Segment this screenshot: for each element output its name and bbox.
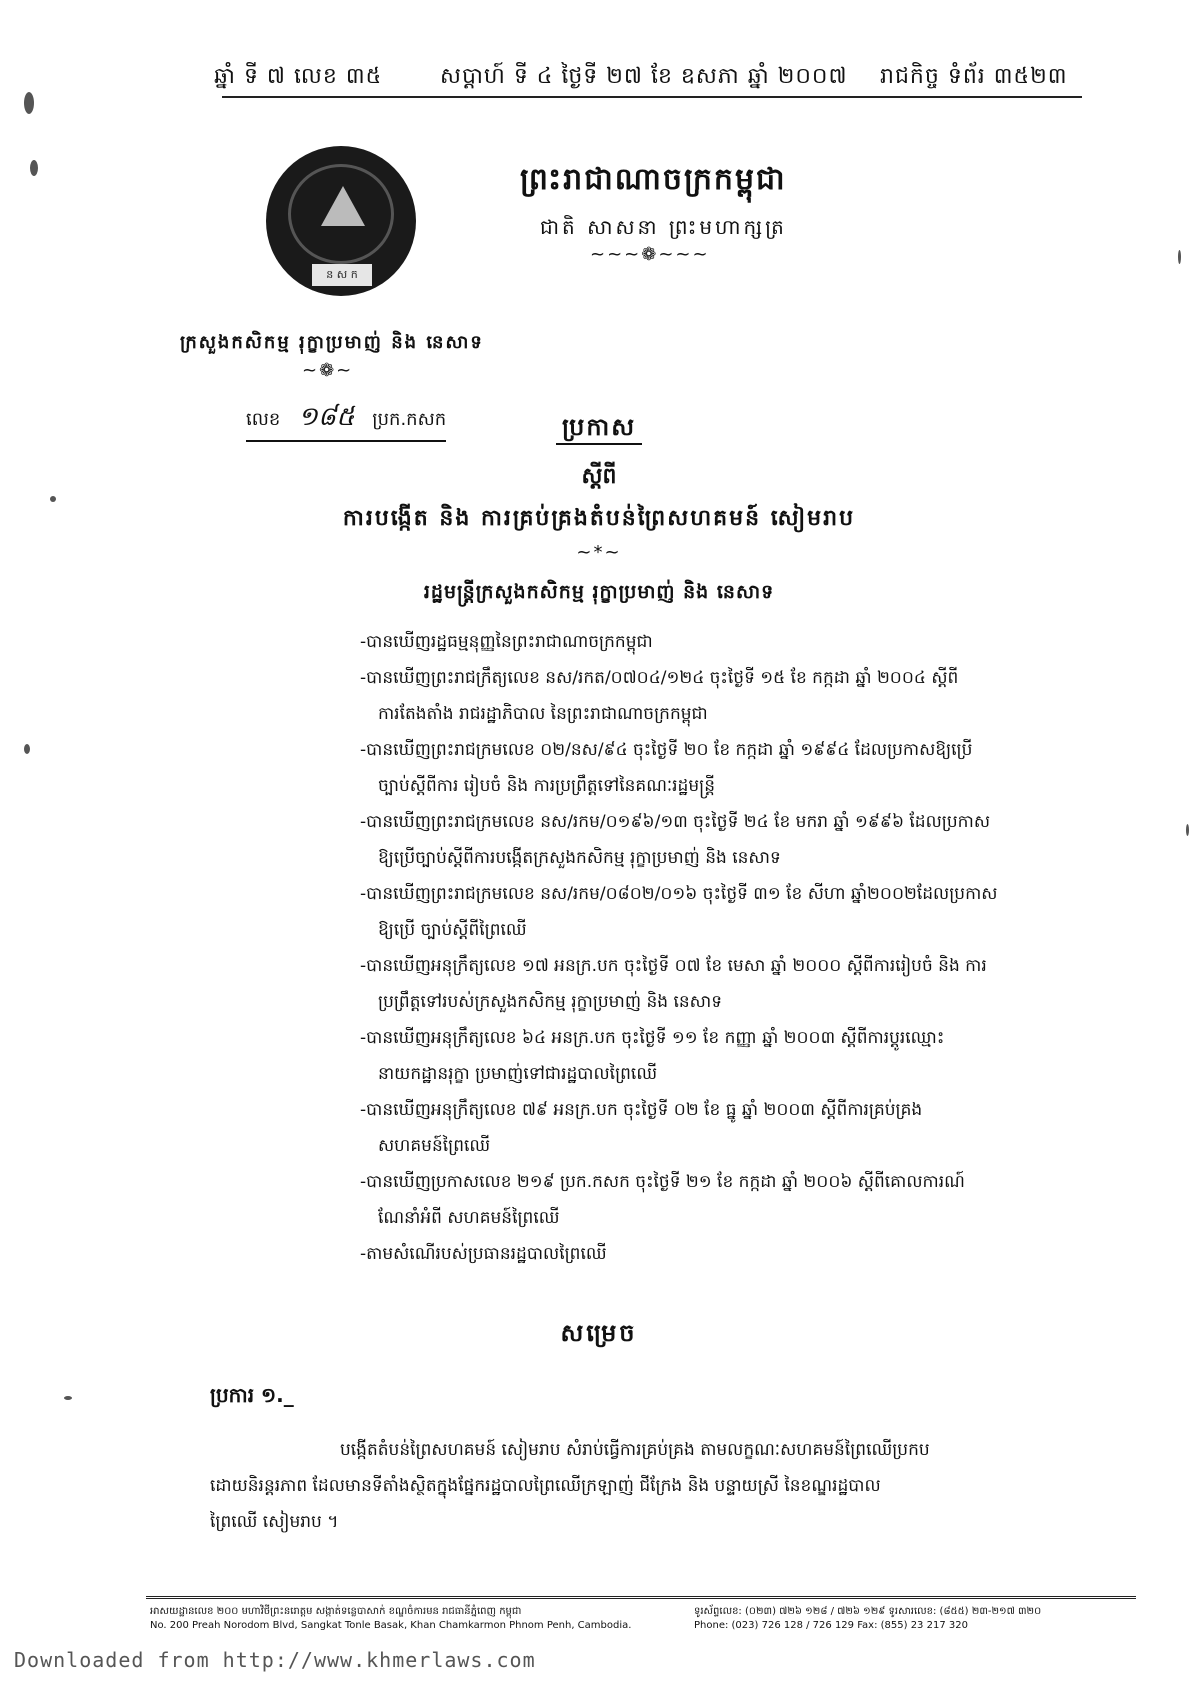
footer-address-km: អាសយដ្ឋានលេខ ២០០ មហាវិថីព្រះនរោត្តម សង្កាត់ទន្លេបាសាក់ ខណ្ឌចំការមន រាជធានីភ្នំពេញ កម្ពុជា: [150, 1606, 522, 1617]
footer-address-en: No. 200 Preah Norodom Blvd, Sangkat Tonle Basak, Khan Chamkarmon Phnom Penh, Cambodia.: [150, 1620, 632, 1631]
citations-list: [360, 624, 1120, 1272]
ministry-ornament: ~❁~: [302, 360, 354, 381]
citation-item: -បានឃើញរដ្ឋធម្មនុញ្ញនៃព្រះរាជាណាចក្រកម្ពុជា: [360, 632, 653, 652]
scan-speck: [64, 1396, 72, 1400]
ministry-name: ក្រសួងកសិកម្ម រុក្ខាប្រមាញ់ និង នេសាទ: [180, 332, 484, 353]
gazette-date: សប្តាហ៍ ទី ៤ ថ្ងៃទី ២៧ ខែ ឧសភា ឆ្នាំ ២០០៧: [440, 64, 848, 89]
article-line: ព្រៃឈើ សៀមរាប ។: [210, 1512, 339, 1532]
article-heading: ប្រការ ១._: [210, 1383, 294, 1407]
seal-band: ន ស ក: [312, 264, 372, 286]
prakas-label: ប្រកាស: [556, 413, 642, 445]
citation-item: -បានឃើញព្រះរាជក្រមលេខ នស/រកម/០៨០២/០១៦ ចុះថ្ងៃទី ៣១ ខែ សីហា ឆ្នាំ២០០២ដែលប្រកាស ឱ្យប្រើ ច្បាប់ស្តីពីព្រៃឈើ: [360, 884, 998, 940]
citation-item: -បានឃើញអនុក្រឹត្យលេខ ១៧ អនក្រ.បក ចុះថ្ងៃទី ០៧ ខែ មេសា ឆ្នាំ ២០០០ ស្តីពីការរៀបចំ និង ការ ប្រព្រឹត្តទៅរបស់ក្រសួងកសិកម្ម រុក្ខាប្រមាញ់ និង នេសាទ: [360, 956, 987, 1012]
citation-item: -បានឃើញព្រះរាជក្រមលេខ នស/រកម/០១៩៦/១៣ ចុះថ្ងៃទី ២៤ ខែ មករា ឆ្នាំ ១៩៩៦ ដែលប្រកាស ឱ្យប្រើច្បាប់ស្តីពីការបង្កើតក្រសួងកសិកម្ម រុក្ខាប្រមាញ់ និង នេសាទ: [360, 812, 991, 868]
footer-phone-en: Phone: (023) 726 128 / 726 129 Fax: (855) 23 217 320: [694, 1620, 968, 1631]
citation-item: -បានឃើញប្រកាសលេខ ២១៩ ប្រក.កសក ចុះថ្ងៃទី ២១ ខែ កក្កដា ឆ្នាំ ២០០៦ ស្តីពីគោលការណ៍ ណែនាំអំពី សហគមន៍ព្រៃឈើ: [360, 1172, 965, 1228]
motto-ornament: ~~~❁~~~: [590, 244, 710, 265]
download-watermark: Downloaded from http://www.khmerlaws.com: [14, 1648, 536, 1672]
subject-ornament: ~*~: [576, 542, 622, 563]
citation-item: -បានឃើញព្រះរាជក្រមលេខ ០២/នស/៩៤ ចុះថ្ងៃទី ២០ ខែ កក្កដា ឆ្នាំ ១៩៩៤ ដែលប្រកាសឱ្យប្រើ ច្បាប់ស្តីពីការ រៀបចំ និង ការប្រព្រឹត្តទៅនៃគណៈរដ្ឋមន្ត្រី: [360, 740, 973, 796]
footer-phone-km: ទូរស័ព្ទលេខ: (០២៣) ៧២៦ ១២៨ / ៧២៦ ១២៩ ទូរសារលេខ: (៨៥៥) ២៣-២១៧ ៣២០: [694, 1606, 1042, 1617]
national-motto: ជាតិ សាសនា ព្រះមហាក្សត្រ: [540, 215, 787, 239]
footer-rule: [146, 1596, 1136, 1599]
scan-speck: [30, 160, 38, 176]
scan-speck: [24, 744, 30, 754]
document-subject: ការបង្កើត និង ការគ្រប់គ្រងតំបន់ព្រៃសហគមន៍ សៀមរាប: [342, 506, 856, 531]
kingdom-title: ព្រះរាជាណាចក្រកម្ពុជា: [520, 162, 787, 197]
article-line: បង្កើតតំបន់ព្រៃសហគមន៍ សៀមរាប សំរាប់ធ្វើការគ្រប់គ្រង តាមលក្ខណៈសហគមន៍ព្រៃឈើប្រកប: [340, 1440, 930, 1460]
citation-item: -បានឃើញអនុក្រឹត្យលេខ ៦៤ អនក្រ.បក ចុះថ្ងៃទី ១១ ខែ កញ្ញា ឆ្នាំ ២០០៣ ស្តីពីការប្តូរឈ្មោះ នាយកដ្ឋានរុក្ខា ប្រមាញ់ទៅជារដ្ឋបាលព្រៃឈើ: [360, 1028, 945, 1084]
scan-speck: [1178, 250, 1181, 264]
gazette-page: រាជកិច្ច ទំព័រ ៣៥២៣: [880, 64, 1068, 89]
citation-item: -បានឃើញព្រះរាជក្រឹត្យលេខ នស/រកត/០៧០៤/១២៤ ចុះថ្ងៃទី ១៥ ខែ កក្កដា ឆ្នាំ ២០០៤ ស្តីពី ការតែងតាំង រាជរដ្ឋាភិបាល នៃព្រះរាជាណាចក្រកម្ពុជា: [360, 668, 959, 724]
about-label: ស្តីពី: [581, 464, 617, 489]
gazette-issue: ឆ្នាំ ទី ៧ លេខ ៣៥: [214, 64, 383, 89]
scan-speck: [50, 496, 56, 502]
article-body: [210, 1432, 1130, 1540]
ref-number: ១៨៥: [298, 402, 355, 432]
citation-item: -បានឃើញអនុក្រឹត្យលេខ ៧៩ អនក្រ.បក ចុះថ្ងៃទី ០២ ខែ ធ្នូ ឆ្នាំ ២០០៣ ស្តីពីការគ្រប់គ្រង សហគមន៍ព្រៃឈើ: [360, 1100, 923, 1156]
ref-prefix: លេខ: [246, 409, 281, 430]
ref-suffix: ប្រក.កសក: [372, 409, 447, 430]
seal-emblem: [321, 186, 365, 226]
article-line: ដោយនិរន្តរភាព ដែលមានទីតាំងស្ថិតក្នុងផ្នែករដ្ឋបាលព្រៃឈើក្រឡាញ់ ជីក្រែង និង បន្ទាយស្រី នៃខណ្ឌរដ្ឋបាល: [210, 1476, 881, 1496]
issuing-authority: រដ្ឋមន្ត្រីក្រសួងកសិកម្ម រុក្ខាប្រមាញ់ និង នេសាទ: [423, 581, 775, 603]
scan-speck: [24, 92, 34, 114]
document-type: [0, 412, 1198, 447]
citation-item: -តាមសំណើរបស់ប្រធានរដ្ឋបាលព្រៃឈើ: [360, 1244, 607, 1264]
scan-speck: [1186, 824, 1189, 836]
header-rule: [222, 96, 1082, 98]
decision-heading: សម្រេច: [560, 1319, 638, 1347]
ministry-seal-icon: [266, 146, 416, 296]
